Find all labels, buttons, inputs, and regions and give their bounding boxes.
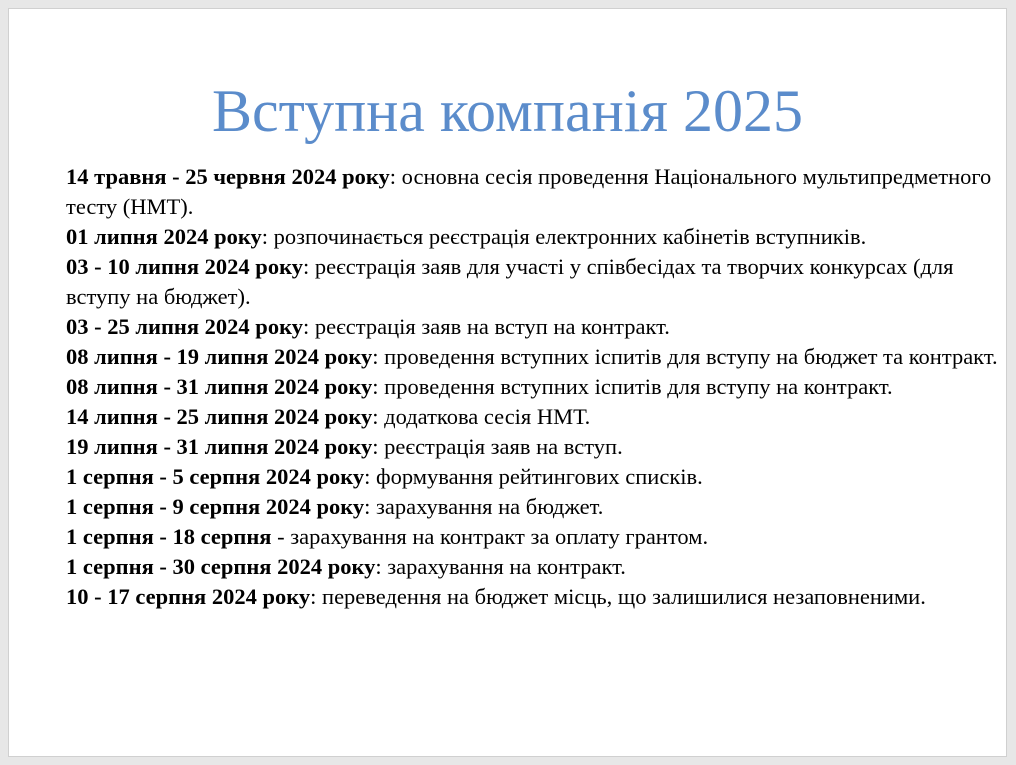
entry-separator: : bbox=[389, 164, 402, 189]
entry-separator: : bbox=[372, 374, 385, 399]
entry-text: основна сесія проведення Національного мультипредметного тесту (НМТ). bbox=[66, 164, 992, 219]
entry-date: 19 липня - 31 липня 2024 року bbox=[66, 434, 373, 459]
slide-title: Вступна компанія 2025 bbox=[212, 78, 803, 144]
slide bbox=[8, 8, 1007, 757]
slide-body bbox=[66, 162, 1006, 612]
entry-text: зарахування на бюджет. bbox=[376, 494, 604, 519]
entry-separator: : bbox=[302, 314, 315, 339]
schedule-entry bbox=[66, 222, 1006, 252]
entry-date: 1 серпня - 18 серпня bbox=[66, 524, 272, 549]
entry-separator: : bbox=[302, 254, 315, 279]
entry-text: реєстрація заяв на вступ. bbox=[384, 434, 623, 459]
entry-date: 03 - 25 липня 2024 року bbox=[66, 314, 303, 339]
entry-date: 03 - 10 липня 2024 року bbox=[66, 254, 303, 279]
schedule-entry bbox=[66, 432, 1006, 462]
entry-separator: : bbox=[372, 434, 385, 459]
schedule-entry bbox=[66, 522, 1006, 552]
schedule-entry bbox=[66, 162, 1006, 222]
schedule-entry bbox=[66, 372, 1006, 402]
entry-text: реєстрація заяв на вступ на контракт. bbox=[314, 314, 670, 339]
entry-date: 08 липня - 31 липня 2024 року bbox=[66, 374, 373, 399]
entry-text: зарахування на контракт за оплату грантом. bbox=[290, 524, 709, 549]
entry-date: 14 травня - 25 червня 2024 року bbox=[66, 164, 390, 189]
entry-separator: - bbox=[271, 524, 291, 549]
schedule-entry bbox=[66, 552, 1006, 582]
entry-text: розпочинається реєстрація електронних кабінетів вступників. bbox=[273, 224, 867, 249]
entry-separator: : bbox=[375, 554, 388, 579]
entry-text: проведення вступних іспитів для вступу на контракт. bbox=[384, 374, 893, 399]
schedule-entry bbox=[66, 582, 1006, 612]
schedule-entry bbox=[66, 402, 1006, 432]
entry-separator: : bbox=[364, 464, 377, 489]
entry-date: 01 липня 2024 року bbox=[66, 224, 262, 249]
schedule-entry bbox=[66, 462, 1006, 492]
entry-date: 10 - 17 серпня 2024 року bbox=[66, 584, 311, 609]
entry-separator: : bbox=[310, 584, 323, 609]
entry-text: формування рейтингових списків. bbox=[376, 464, 703, 489]
entry-text: зарахування на контракт. bbox=[387, 554, 626, 579]
entry-date: 1 серпня - 30 серпня 2024 року bbox=[66, 554, 376, 579]
entry-text: додаткова сесія НМТ. bbox=[384, 404, 591, 429]
entry-separator: : bbox=[364, 494, 377, 519]
entry-separator: : bbox=[261, 224, 274, 249]
entry-text: реєстрація заяв для участі у співбесідах та творчих конкурсах (для вступу на бюджет). bbox=[66, 254, 954, 309]
entry-text: переведення на бюджет місць, що залишилися незаповненими. bbox=[322, 584, 926, 609]
schedule-entry bbox=[66, 252, 1006, 312]
entry-text: проведення вступних іспитів для вступу на бюджет та контракт. bbox=[384, 344, 998, 369]
schedule-entry bbox=[66, 312, 1006, 342]
schedule-entry bbox=[66, 342, 1006, 372]
entry-separator: : bbox=[372, 344, 385, 369]
entry-date: 1 серпня - 5 серпня 2024 року bbox=[66, 464, 365, 489]
entry-date: 14 липня - 25 липня 2024 року bbox=[66, 404, 373, 429]
schedule-entry bbox=[66, 492, 1006, 522]
entry-date: 08 липня - 19 липня 2024 року bbox=[66, 344, 373, 369]
entry-separator: : bbox=[372, 404, 385, 429]
entry-date: 1 серпня - 9 серпня 2024 року bbox=[66, 494, 365, 519]
